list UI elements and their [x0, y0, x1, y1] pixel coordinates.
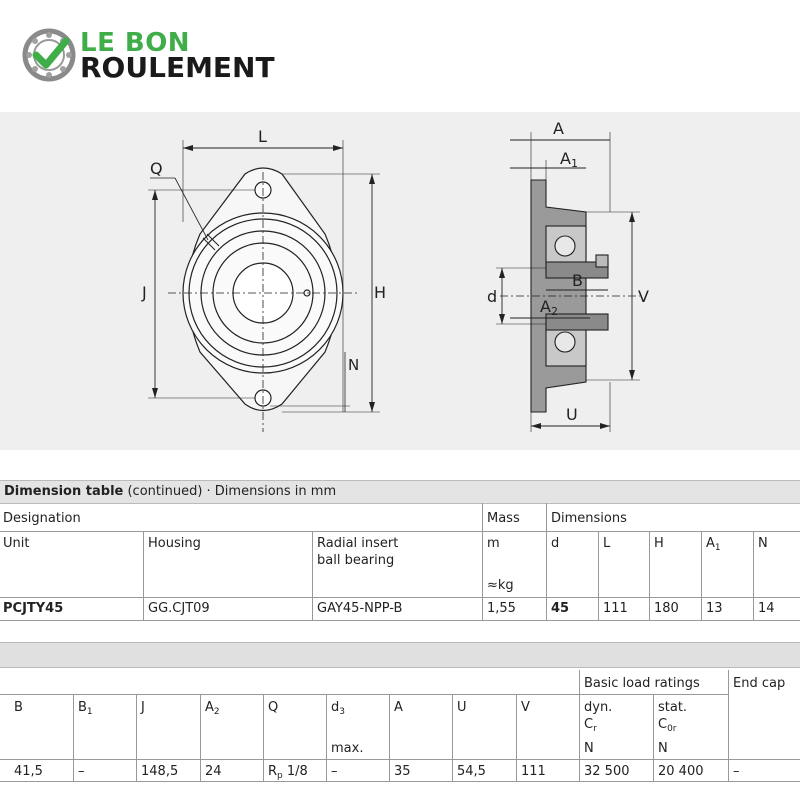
- front-view: [148, 140, 380, 432]
- cell-mass: 1,55: [487, 601, 516, 616]
- cell-unit: PCJTY45: [3, 601, 64, 616]
- bearing-unit-drawing: [0, 112, 800, 450]
- cell-d: 45: [551, 601, 570, 616]
- cell-C0r: 20 400: [658, 764, 704, 779]
- label-B: B: [572, 271, 583, 290]
- hdr-basic-load: Basic load ratings: [584, 676, 700, 691]
- brand-line1: LE BON: [80, 28, 191, 58]
- hdr-housing: Housing: [148, 536, 201, 551]
- hdr-designation: Designation: [3, 511, 81, 526]
- hdr-A1: $A_1$: [706, 536, 721, 553]
- brand-line2: ROULEMENT: [80, 51, 275, 84]
- cell-U: 54,5: [457, 764, 486, 779]
- hdr-d: d: [551, 536, 560, 551]
- cell-Cr: 32 500: [584, 764, 630, 779]
- header: [0, 0, 800, 112]
- cell-radial: GAY45-NPP-B: [317, 601, 403, 616]
- brand-logo[interactable]: [22, 24, 302, 86]
- label-Q: Q: [150, 159, 163, 178]
- table-separator-band: [0, 642, 800, 668]
- cell-Q: $R_p$ 1/8: [268, 764, 308, 781]
- hdr-A: A: [394, 700, 403, 715]
- cell-endcap: –: [733, 764, 740, 779]
- cell-A2: 24: [205, 764, 222, 779]
- hdr-B: B: [14, 700, 23, 715]
- hdr-max: max.: [331, 741, 364, 756]
- hdr-radial-2: ball bearing: [317, 553, 395, 568]
- hdr-kg: ≈kg: [487, 578, 514, 593]
- label-V: V: [638, 287, 649, 306]
- technical-drawing: [0, 112, 800, 450]
- hdr-N2: N: [658, 741, 668, 756]
- label-H: H: [374, 283, 387, 302]
- hdr-dyn: dyn.: [584, 700, 613, 715]
- table-title: [0, 480, 800, 504]
- hdr-H: H: [654, 536, 664, 551]
- cell-housing: GG.CJT09: [148, 601, 210, 616]
- hdr-d3: $d_3$: [331, 700, 345, 717]
- hdr-N1: N: [584, 741, 594, 756]
- cell-A: 35: [394, 764, 411, 779]
- hdr-dimensions: Dimensions: [551, 511, 627, 526]
- hdr-U: U: [457, 700, 467, 715]
- hdr-mass: Mass: [487, 511, 520, 526]
- hdr-V: V: [521, 700, 530, 715]
- hdr-radial-1: Radial insert: [317, 536, 399, 551]
- bearing-check-icon: [22, 28, 76, 82]
- cell-L: 111: [603, 601, 628, 616]
- hdr-stat: stat.: [658, 700, 688, 715]
- hdr-m: m: [487, 536, 500, 551]
- hdr-Q: Q: [268, 700, 279, 715]
- label-d: d: [487, 287, 498, 306]
- label-N: N: [348, 356, 360, 374]
- hdr-Cr: $C_r$: [584, 717, 597, 734]
- cell-J: 148,5: [141, 764, 179, 779]
- table-title-bold: Dimension table: [4, 484, 124, 499]
- cell-H: 180: [654, 601, 679, 616]
- table-title-rest: (continued) · Dimensions in mm: [123, 484, 337, 499]
- cell-B1: –: [78, 764, 85, 779]
- hdr-A2: $A_2$: [205, 700, 220, 717]
- cell-N: 14: [758, 601, 775, 616]
- cell-A1: 13: [706, 601, 723, 616]
- hdr-L: L: [603, 536, 611, 551]
- hdr-J: J: [141, 700, 145, 715]
- cell-B: 41,5: [14, 764, 43, 779]
- label-A2: A2: [540, 297, 558, 318]
- hdr-C0r: $C_{0r}$: [658, 717, 677, 734]
- hdr-N: N: [758, 536, 768, 551]
- cell-V: 111: [521, 764, 546, 779]
- hdr-end-cap: End cap: [733, 676, 786, 691]
- label-J: J: [142, 283, 147, 302]
- label-A: A: [553, 119, 564, 138]
- hdr-unit: Unit: [3, 536, 30, 551]
- label-A1: A1: [560, 149, 578, 170]
- label-L: L: [258, 127, 267, 146]
- cell-d3: –: [331, 764, 338, 779]
- label-U: U: [566, 405, 578, 424]
- side-view: [496, 132, 640, 432]
- hdr-B1: $B_1$: [78, 700, 93, 717]
